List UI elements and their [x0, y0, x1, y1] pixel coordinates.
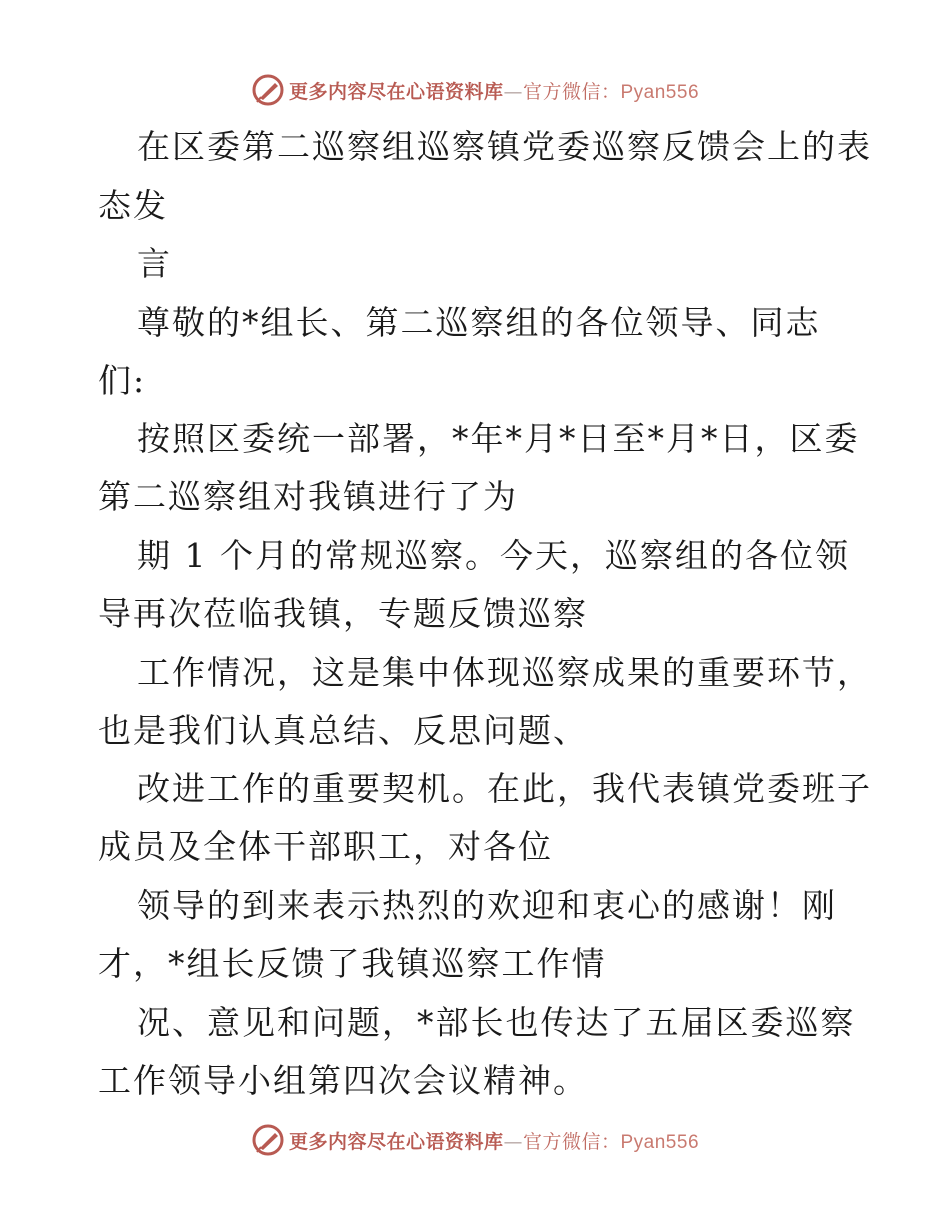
text-line: 成员及全体干部职工，对各位 [98, 827, 553, 866]
watermark-site-text: 更多内容尽在心语资料库 [288, 80, 504, 103]
watermark-wechat-label: 官方微信： [522, 80, 621, 103]
quill-pen-logo-icon [251, 1123, 285, 1157]
watermark-separator: — [503, 1130, 523, 1153]
text-line: 们: [98, 361, 147, 400]
footer-watermark [0, 1120, 950, 1160]
header-watermark [0, 70, 950, 110]
text-line: 改进工作的重要契机。在此，我代表镇党委班子 [137, 769, 872, 808]
watermark-wechat-label: 官方微信： [522, 1130, 621, 1153]
text-line: 工作领导小组第四次会议精神。 [98, 1061, 588, 1100]
text-line: 也是我们认真总结、反思问题、 [98, 711, 588, 750]
text-line: 才，*组长反馈了我镇巡察工作情 [98, 944, 607, 983]
text-line: 态发 [98, 186, 168, 225]
text-line: 工作情况，这是集中体现巡察成果的重要环节， [137, 653, 872, 692]
text-line: 期 1 个月的常规巡察。今天，巡察组的各位领 [137, 536, 850, 575]
text-line: 导再次莅临我镇，专题反馈巡察 [98, 594, 588, 633]
watermark-separator: — [503, 80, 523, 103]
text-line: 按照区委统一部署，*年*月*日至*月*日，区委 [137, 419, 860, 458]
text-line: 况、意见和问题，*部长也传达了五届区委巡察 [137, 1003, 856, 1042]
text-line: 言 [137, 244, 172, 283]
watermark-wechat-id: Pyan556 [620, 1131, 700, 1153]
watermark-wechat-id: Pyan556 [620, 81, 700, 103]
text-line: 在区委第二巡察组巡察镇党委巡察反馈会上的表 [137, 127, 872, 166]
text-line: 第二巡察组对我镇进行了为 [98, 477, 518, 516]
text-line: 尊敬的*组长、第二巡察组的各位领导、同志 [137, 303, 821, 342]
watermark-site-text: 更多内容尽在心语资料库 [288, 1130, 504, 1153]
quill-pen-logo-icon [251, 73, 285, 107]
text-line: 领导的到来表示热烈的欢迎和衷心的感谢！刚 [137, 886, 837, 925]
